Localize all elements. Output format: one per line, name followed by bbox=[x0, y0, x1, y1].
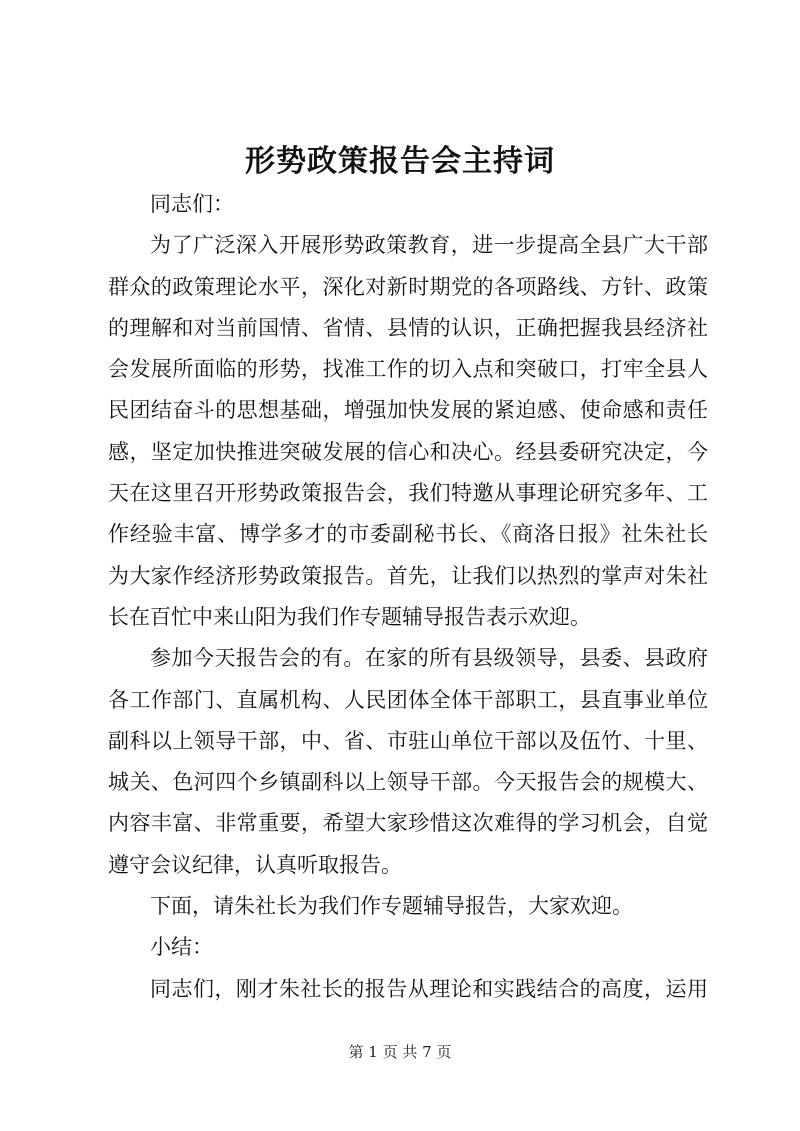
paragraph-line: 作经验丰富、博学多才的市委副秘书长、《商洛日报》社朱社长 bbox=[108, 522, 708, 547]
paragraph-line: 参加今天报告会的有。在家的所有县级领导，县委、县政府 bbox=[150, 646, 708, 671]
section-heading: 小结： bbox=[150, 935, 213, 960]
paragraph-line: 的理解和对当前国情、省情、县情的认识，正确把握我县经济社 bbox=[108, 315, 708, 340]
paragraph-line: 感，坚定加快推进突破发展的信心和决心。经县委研究决定，今 bbox=[108, 439, 708, 464]
salutation-line: 同志们： bbox=[150, 192, 234, 216]
paragraph-line: 副科以上领导干部，中、省、市驻山单位干部以及伍竹、十里、 bbox=[108, 728, 708, 753]
paragraph-line: 会发展所面临的形势，找准工作的切入点和突破口，打牢全县人 bbox=[108, 357, 708, 382]
paragraph-line: 遵守会议纪律，认真听取报告。 bbox=[108, 852, 402, 877]
paragraph-line: 各工作部门、直属机构、人民团体全体干部职工，县直事业单位 bbox=[108, 687, 708, 712]
paragraph-line: 群众的政策理论水平，深化对新时期党的各项路线、方针、政策 bbox=[108, 274, 708, 299]
paragraph-line: 下面，请朱社长为我们作专题辅导报告，大家欢迎。 bbox=[150, 894, 633, 919]
paragraph-line: 城关、色河四个乡镇副科以上领导干部。今天报告会的规模大、 bbox=[108, 770, 708, 795]
document-title: 形势政策报告会主持词 bbox=[245, 144, 555, 179]
paragraph-line: 民团结奋斗的思想基础，增强加快发展的紧迫感、使命感和责任 bbox=[108, 398, 708, 423]
paragraph-line: 同志们，刚才朱社长的报告从理论和实践结合的高度，运用 bbox=[150, 976, 708, 1001]
page-footer: 第 1 页 共 7 页 bbox=[348, 1043, 452, 1061]
paragraph-line: 内容丰富、非常重要，希望大家珍惜这次难得的学习机会，自觉 bbox=[108, 811, 708, 836]
paragraph-line: 长在百忙中来山阳为我们作专题辅导报告表示欢迎。 bbox=[108, 604, 591, 629]
paragraph-line: 天在这里召开形势政策报告会，我们特邀从事理论研究多年、工 bbox=[108, 481, 708, 506]
paragraph-line: 为了广泛深入开展形势政策教育，进一步提高全县广大干部 bbox=[150, 233, 708, 258]
document-body bbox=[108, 184, 708, 1010]
paragraph-line: 为大家作经济形势政策报告。首先，让我们以热烈的掌声对朱社 bbox=[108, 563, 708, 588]
